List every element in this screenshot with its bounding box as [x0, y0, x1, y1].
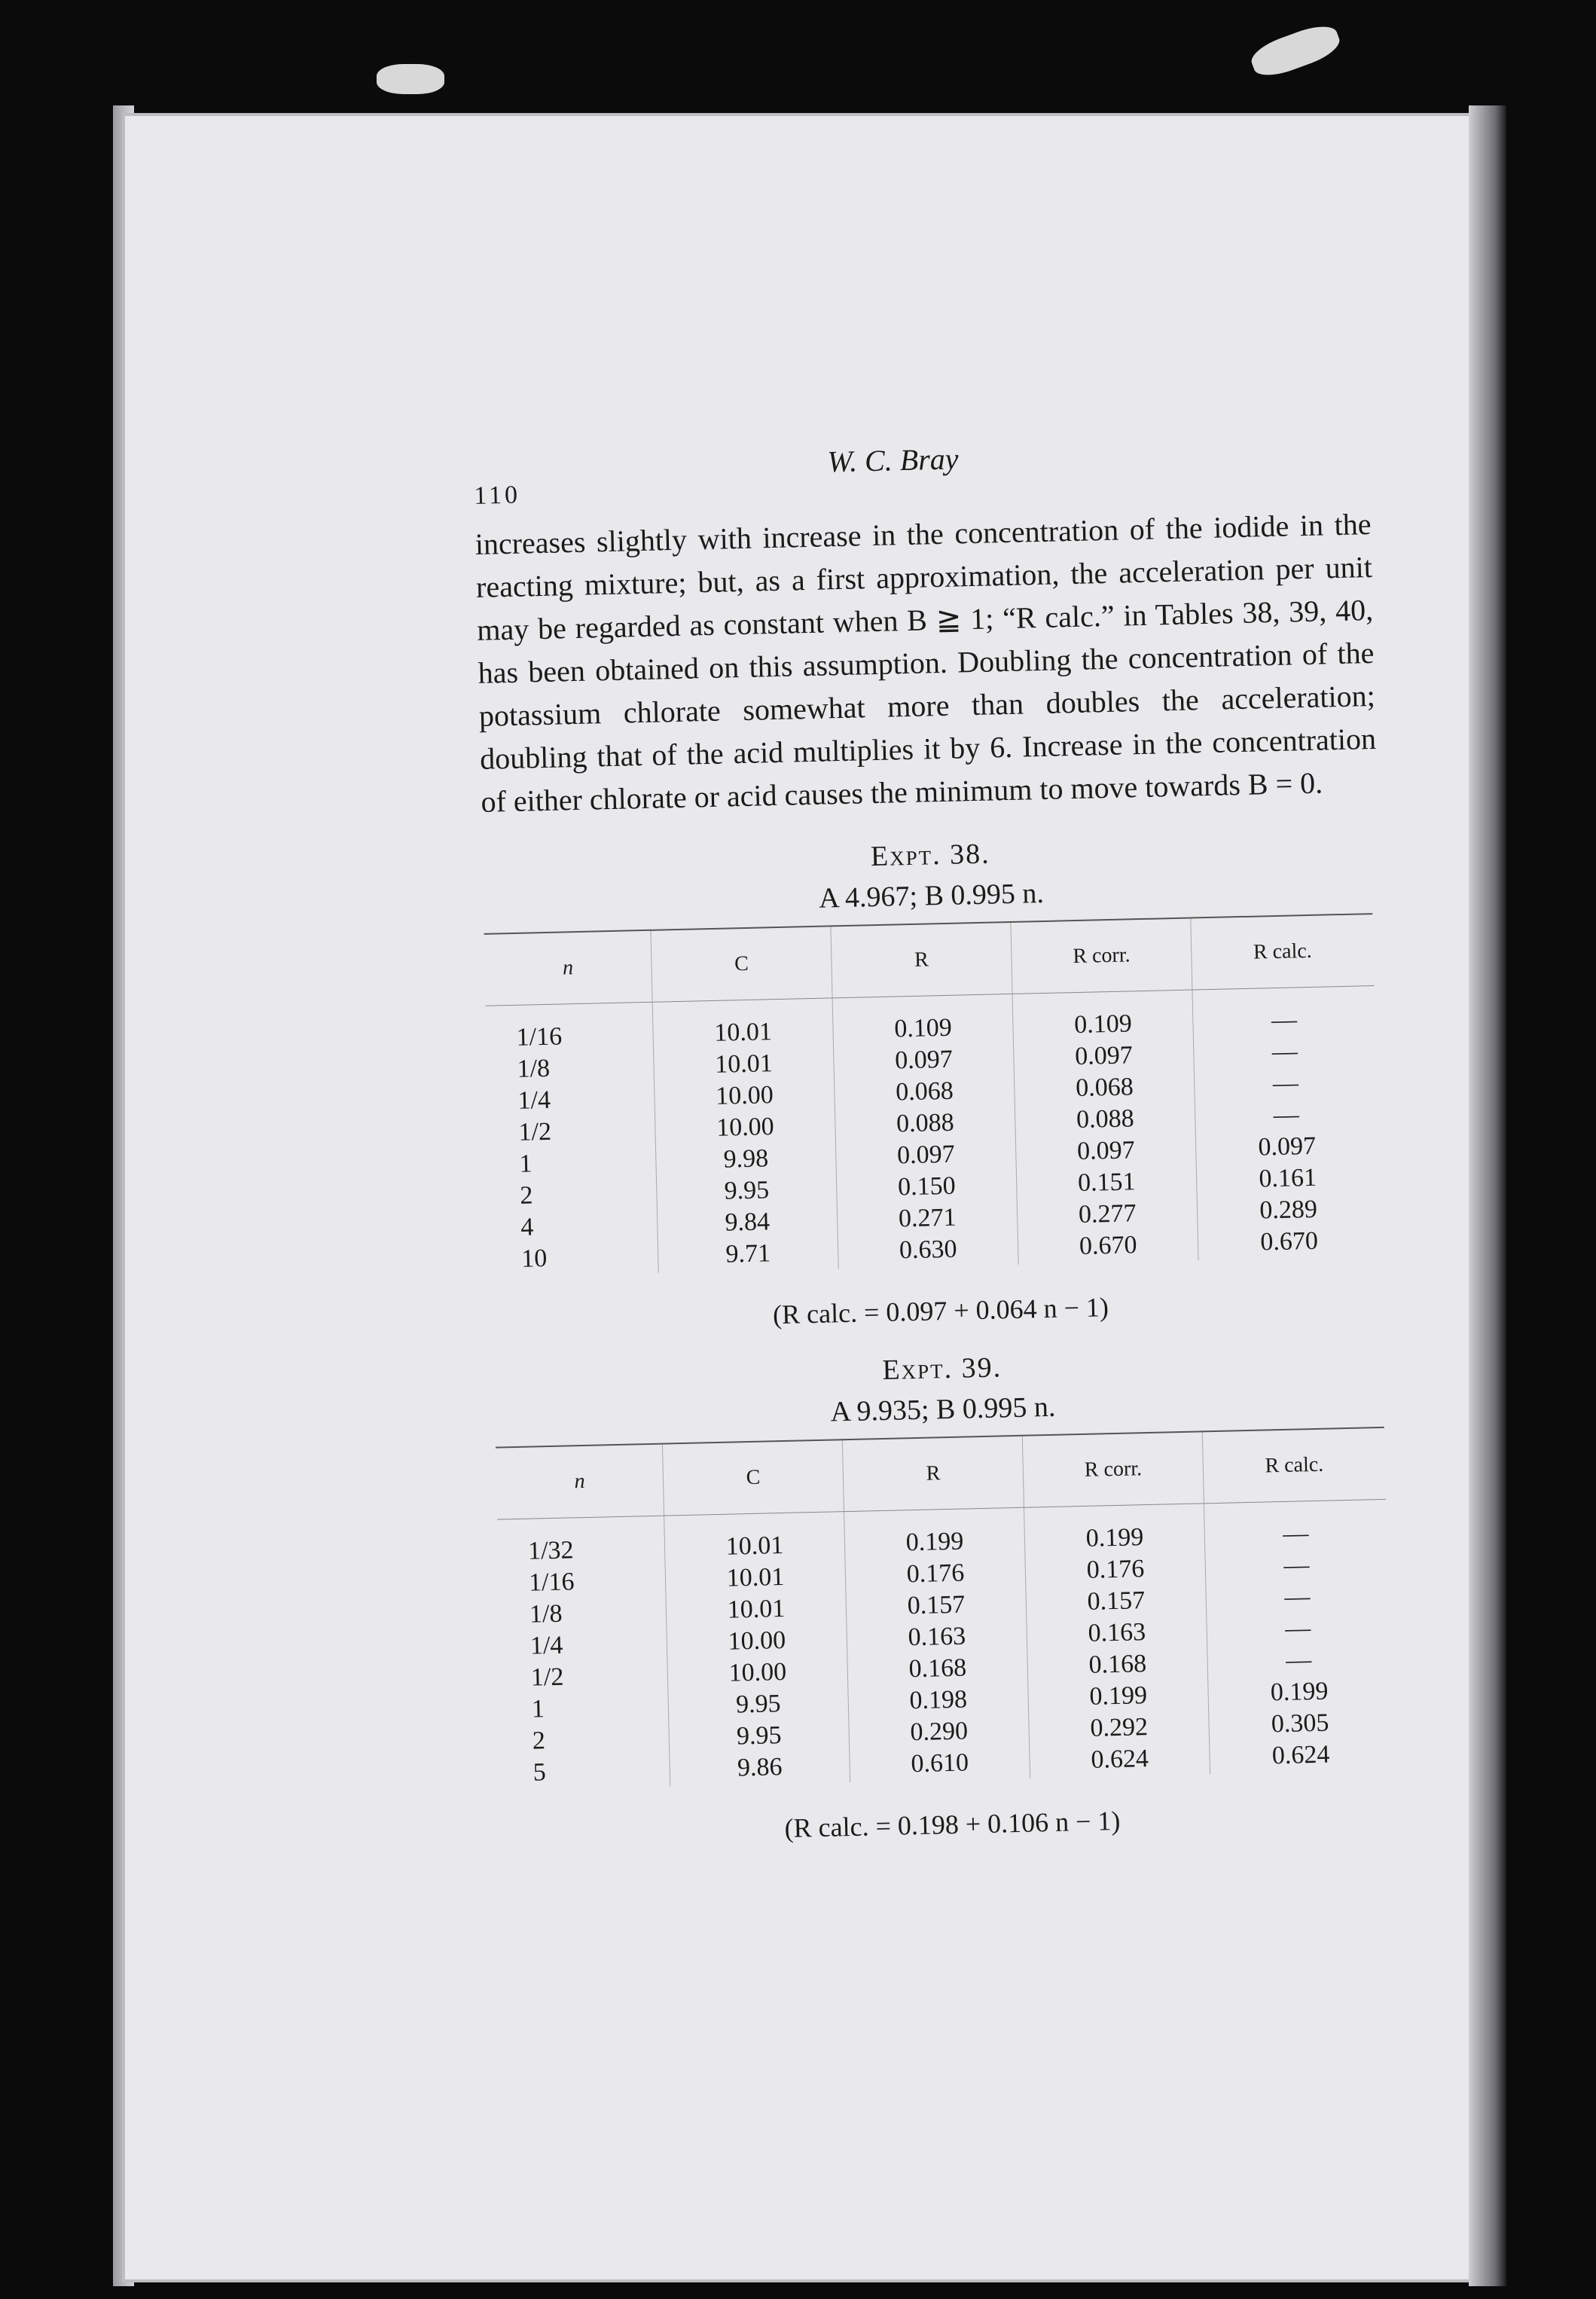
- table-cell: 0.068: [1075, 1073, 1134, 1103]
- col-header-n: n: [484, 930, 653, 1006]
- table-cell: —: [1283, 1519, 1309, 1548]
- table-cell: 10.00: [716, 1113, 775, 1142]
- table-cell: 2: [519, 1181, 533, 1210]
- table-cell: 0.151: [1077, 1168, 1136, 1198]
- expt-38-table: [484, 913, 1380, 1277]
- table-cell: 10.01: [727, 1595, 786, 1624]
- table-cell: —: [1271, 1006, 1298, 1035]
- table-cell: 9.95: [735, 1690, 781, 1719]
- table-cell: 0.097: [894, 1045, 954, 1075]
- table-cell: 9.98: [723, 1144, 769, 1174]
- table-cell: 1/4: [529, 1631, 563, 1660]
- expt-39-table: [496, 1427, 1392, 1791]
- table-cell: 0.157: [1087, 1586, 1146, 1616]
- table-cell: 1: [531, 1695, 545, 1723]
- table-cell: 0.198: [909, 1685, 968, 1715]
- table-cell: 0.097: [1258, 1131, 1317, 1162]
- column-r-corr: [1024, 1504, 1210, 1778]
- table-cell: —: [1271, 1037, 1298, 1067]
- table-cell: 10: [520, 1244, 548, 1273]
- expt-39-formula: (R calc. = 0.198 + 0.106 n − 1): [784, 1805, 1121, 1844]
- table-cell: 0.199: [1270, 1677, 1329, 1707]
- column-n: [486, 1002, 659, 1276]
- table-cell: 0.624: [1091, 1745, 1149, 1774]
- col-header-r-corr: R corr.: [1022, 1431, 1204, 1507]
- page-number: 110: [473, 481, 521, 510]
- column-n: [497, 1516, 670, 1790]
- table-cell: 10.01: [726, 1563, 785, 1592]
- table-cell: —: [1283, 1583, 1311, 1611]
- table-cell: 10.00: [728, 1657, 787, 1687]
- table-cell: 10.01: [725, 1531, 784, 1561]
- table-cell: 9.84: [725, 1208, 771, 1237]
- table-cell: —: [1285, 1646, 1312, 1675]
- table-cell: 1/16: [516, 1022, 563, 1052]
- table-cell: 0.292: [1090, 1713, 1149, 1742]
- expt-38-subtitle: A 4.967; B 0.995 n.: [818, 877, 1045, 914]
- expt-38-title: Expt. 38.: [870, 838, 991, 873]
- table-cell: 10.01: [713, 1018, 773, 1047]
- table-body-row: [486, 986, 1381, 1277]
- column-r-calc: [1204, 1499, 1392, 1774]
- scan-speck: [1247, 20, 1344, 82]
- table-cell: 10.00: [715, 1081, 774, 1110]
- scan-speck: [377, 64, 444, 94]
- table-cell: 0.163: [908, 1622, 966, 1652]
- table-cell: —: [1283, 1551, 1310, 1580]
- table-cell: 0.161: [1259, 1163, 1317, 1193]
- table-cell: 0.109: [893, 1013, 953, 1043]
- table-cell: 1/8: [529, 1599, 563, 1629]
- table-cell: 0.289: [1259, 1195, 1318, 1225]
- table-cell: 0.199: [1089, 1681, 1148, 1711]
- col-header-n: n: [496, 1444, 664, 1520]
- table-cell: 1: [519, 1150, 533, 1178]
- table-cell: 0.097: [1076, 1136, 1136, 1166]
- table-cell: 0.097: [896, 1140, 956, 1170]
- table-cell: 9.86: [737, 1753, 783, 1782]
- running-head: W. C. Bray: [826, 441, 959, 479]
- expt-39-title: Expt. 39.: [881, 1351, 1002, 1386]
- table-cell: 4: [520, 1213, 534, 1241]
- table-cell: 2: [532, 1727, 546, 1755]
- table-cell: 10.01: [714, 1049, 774, 1079]
- table-cell: 0.271: [898, 1203, 957, 1233]
- col-header-r-corr: R corr.: [1011, 918, 1192, 994]
- table-cell: 0.670: [1259, 1226, 1319, 1256]
- col-header-r: R: [842, 1436, 1024, 1512]
- table-cell: 1/8: [517, 1054, 551, 1083]
- table-cell: 0.176: [1086, 1555, 1145, 1584]
- column-r-corr: [1012, 990, 1198, 1265]
- table-cell: 0.630: [899, 1235, 957, 1265]
- col-header-r: R: [831, 922, 1012, 998]
- body-text: [475, 502, 1378, 823]
- table-cell: 0.088: [1076, 1104, 1135, 1134]
- expt-39-subtitle: A 9.935; B 0.995 n.: [830, 1391, 1056, 1428]
- table-cell: 0.176: [906, 1559, 965, 1589]
- table-cell: —: [1272, 1069, 1299, 1098]
- column-r: [832, 994, 1018, 1269]
- page-edge-right: [1469, 105, 1506, 2286]
- table-cell: 1/16: [528, 1568, 575, 1597]
- column-c: [652, 998, 838, 1273]
- table-cell: 0.157: [907, 1590, 966, 1620]
- column-r: [844, 1507, 1030, 1782]
- table-cell: 9.95: [724, 1176, 770, 1205]
- table-cell: 0.199: [905, 1527, 964, 1557]
- table-cell: 5: [533, 1758, 547, 1787]
- table-cell: 1/32: [527, 1536, 574, 1565]
- table-cell: 9.71: [725, 1239, 771, 1269]
- table-cell: 1/4: [517, 1085, 551, 1115]
- table-cell: 1/2: [518, 1117, 552, 1146]
- table-cell: 0.670: [1079, 1231, 1137, 1261]
- body-paragraph: increases slightly with increase in the concentration of the iodide in the reacting mixture; but, as a first approximation, the acceleration per unit may be regarded as constant when B ≧ 1; “R calc.” in Tables 38, 39, 40, has been obtained on this assumption. Doubling the concentration of the potassium chlorate somewhat more than doubles the acceleration; doubling that of the acid multiplies it by 6. Increase in the concentration of either chlorate or acid causes the minimum to move towards B = 0.: [475, 506, 1377, 819]
- column-r-calc: [1192, 986, 1380, 1261]
- table-body-row: [497, 1499, 1392, 1790]
- col-header-r-calc: R calc.: [1191, 914, 1374, 990]
- table-cell: 1/2: [530, 1662, 564, 1692]
- table-cell: 0.624: [1271, 1740, 1330, 1770]
- page-content: [473, 432, 1401, 1851]
- table-cell: 0.068: [895, 1076, 954, 1107]
- expt-38-formula: (R calc. = 0.097 + 0.064 n − 1): [772, 1292, 1109, 1330]
- table-cell: 0.168: [1088, 1650, 1147, 1679]
- table-cell: 0.163: [1088, 1618, 1146, 1647]
- col-header-r-calc: R calc.: [1202, 1427, 1385, 1504]
- table-cell: 0.150: [897, 1171, 956, 1201]
- table-cell: —: [1273, 1101, 1300, 1130]
- col-header-c: C: [662, 1440, 844, 1516]
- column-c: [664, 1512, 850, 1787]
- table-cell: 0.199: [1085, 1523, 1144, 1553]
- table-cell: 9.95: [736, 1721, 782, 1751]
- table-cell: 0.305: [1271, 1708, 1329, 1739]
- table-cell: 10.00: [728, 1626, 786, 1656]
- table-cell: —: [1284, 1614, 1311, 1643]
- table-cell: 0.610: [911, 1748, 969, 1778]
- table-cell: 0.168: [908, 1653, 967, 1684]
- table-cell: 0.109: [1073, 1009, 1133, 1040]
- col-header-c: C: [651, 926, 832, 1002]
- table-cell: 0.088: [896, 1108, 955, 1138]
- table-cell: 0.290: [910, 1717, 969, 1747]
- table-cell: 0.097: [1074, 1041, 1134, 1071]
- table-cell: 0.277: [1078, 1199, 1137, 1229]
